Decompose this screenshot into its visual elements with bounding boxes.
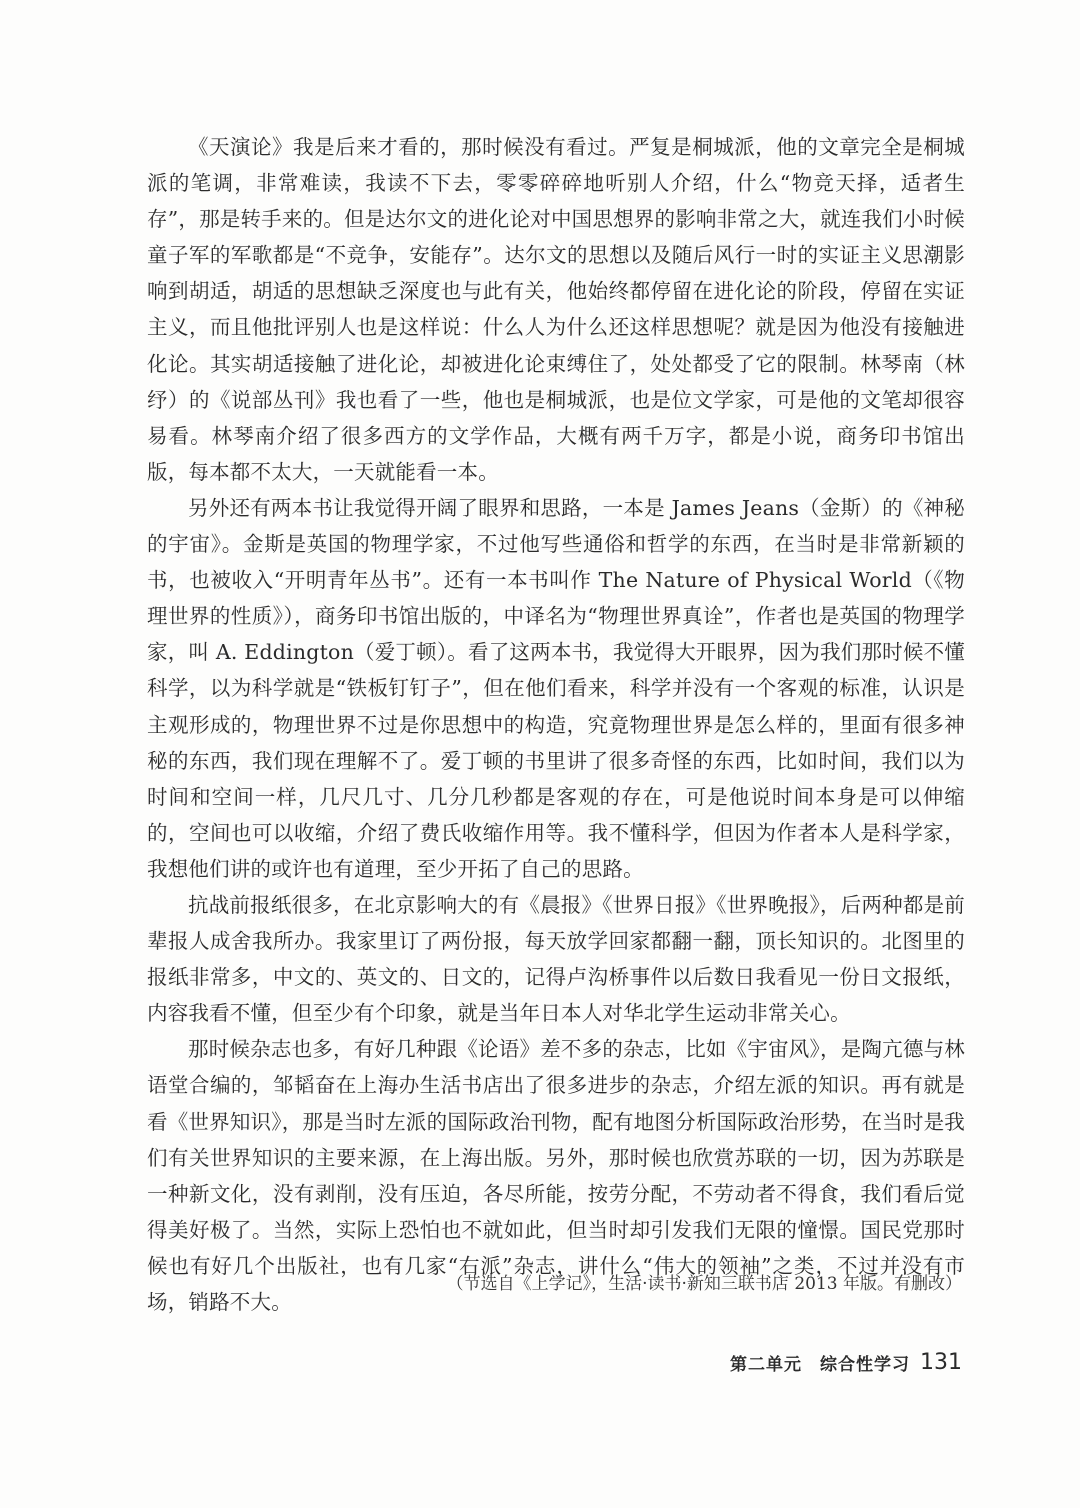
paragraph: 那时候杂志也多，有好几种跟《论语》差不多的杂志，比如《宇宙风》，是陶亢德与林语堂合编的，邹韬奋在上海办生活书店出了很多进步的杂志，介绍左派的知识。再有就是看《世界知识》，那是当时左派的国际政治刊物，配有地图分析国际政治形势，在当时是我们有关世界知识的主要来源，在上海出版。另外，那时候也欣赏苏联的一切，因为苏联是一种新文化，没有剥削，没有压迫，各尽所能，按劳分配，不劳动者不得食，我们看后觉得美好极了。当然，实际上恐怕也不就如此，但当时却引发我们无限的憧憬。国民党那时候也有好几个出版社，也有几家“右派”杂志，讲什么“伟大的领袖”之类，不过并没有市场，销路不大。 [147,1037,965,1314]
paragraph: 另外还有两本书让我觉得开阔了眼界和思路，一本是 James Jeans（金斯）的《神秘的宇宙》。金斯是英国的物理学家，不过他写些通俗和哲学的东西，在当时是非常新颖的书，也被收入“开明青年丛书”。还有一本书叫作 The Nature of Physical World（《物理世界的性质》），商务印书馆出版的，中译名为“物理世界真诠”，作者也是英国的物理学家，叫 A. Eddington（爱丁顿）。看了这两本书，我觉得大开眼界，因为我们那时候不懂科学，以为科学就是“铁板钉钉子”，但在他们看来，科学并没有一个客观的标准，认识是主观形成的，物理世界不过是你思想中的构造，究竟物理世界是怎么样的，里面有很多神秘的东西，我们现在理解不了。爱丁顿的书里讲了很多奇怪的东西，比如时间，我们以为时间和空间一样，几尺几寸、几分几秒都是客观的存在，可是他说时间本身是可以伸缩的，空间也可以收缩，介绍了费氏收缩作用等。我不懂科学，但因为作者本人是科学家，我想他们讲的或许也有道理，至少开拓了自己的思路。 [147,495,965,881]
article-body [147,129,965,1320]
paragraph: 抗战前报纸很多，在北京影响大的有《晨报》《世界日报》《世界晚报》，后两种都是前辈报人成舍我所办。我家里订了两份报，每天放学回家都翻一翻，顶长知识的。北图里的报纸非常多，中文的、英文的、日文的，记得卢沟桥事件以后数日我看见一份日文报纸，内容我看不懂，但至少有个印象，就是当年日本人对华北学生运动非常关心。 [147,892,965,1026]
page-footer [730,1350,962,1375]
source-citation: （节选自《上学记》，生活·读书·新知三联书店 2013 年版。有删改） [446,1274,962,1294]
paragraph: 《天演论》我是后来才看的，那时候没有看过。严复是桐城派，他的文章完全是桐城派的笔调，非常难读，我读不下去，零零碎碎地听别人介绍，什么“物竞天择，适者生存”，那是转手来的。但是达尔文的进化论对中国思想界的影响非常之大，就连我们小时候童子军的军歌都是“不竞争，安能存”。达尔文的思想以及随后风行一时的实证主义思潮影响到胡适，胡适的思想缺乏深度也与此有关，他始终都停留在进化论的阶段，停留在实证主义，而且他批评别人也是这样说：什么人为什么还这样思想呢？就是因为他没有接触进化论。其实胡适接触了进化论，却被进化论束缚住了，处处都受了它的限制。林琴南（林纾）的《说部丛刊》我也看了一些，他也是桐城派，也是位文学家，可是他的文笔却很容易看。林琴南介绍了很多西方的文学作品，大概有两千万字，都是小说，商务印书馆出版，每本都不太大，一天就能看一本。 [147,135,965,484]
unit-title: 第二单元 综合性学习 [730,1355,910,1375]
page-number: 131 [920,1350,962,1375]
